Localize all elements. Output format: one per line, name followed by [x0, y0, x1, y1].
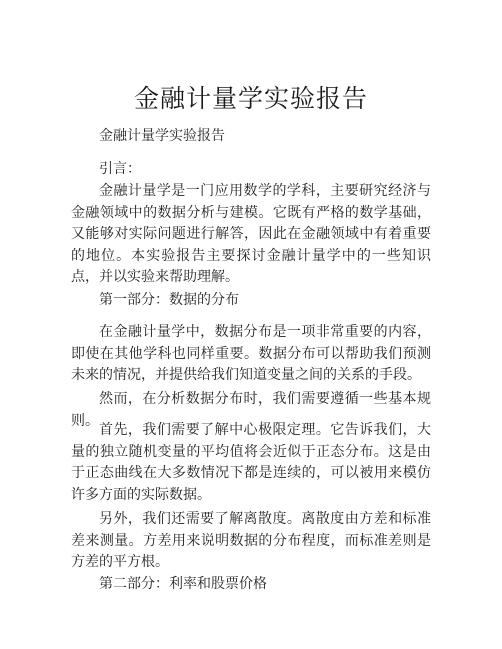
basic-rules-paragraph: 然而，在分析数据分布时，我们需要遵循一些基本规则。	[71, 391, 431, 429]
dispersion-paragraph: 另外，我们还需要了解离散度。离散度由方差和标准差来测量。方差用来说明数据的分布程度，而标准差则是方差的平方根。	[71, 511, 431, 570]
intro-paragraph: 金融计量学是一门应用数学的学科，主要研究经济与金融领域中的数据分析与建模。它既有严格的数学基础，又能够对实际问题进行解答，因此在金融领域中有着重要的地位。本实验报告主要探讨金融计量学中的一些知识点，并以实验来帮助理解。	[71, 183, 431, 285]
data-distribution-paragraph: 在金融计量学中，数据分布是一项非常重要的内容，即使在其他学科也同样重要。数据分布可以帮助我们预测未来的情况，并提供给我们知道变量之间的关系的手段。	[71, 324, 431, 383]
central-limit-paragraph: 首先，我们需要了解中心极限定理。它告诉我们，大量的独立随机变量的平均值将会近似于正态分布。这是由于正态曲线在大多数情况下都是连续的，可以被用来模仿许多方面的实际数据。	[71, 422, 431, 503]
section-2-heading: 第二部分：利率和股票价格	[99, 576, 267, 592]
document-title: 金融计量学实验报告	[133, 84, 368, 113]
intro-heading: 引言：	[99, 161, 141, 177]
subtitle-paragraph: 金融计量学实验报告	[99, 128, 225, 144]
section-1-heading: 第一部分：数据的分布	[99, 292, 239, 308]
